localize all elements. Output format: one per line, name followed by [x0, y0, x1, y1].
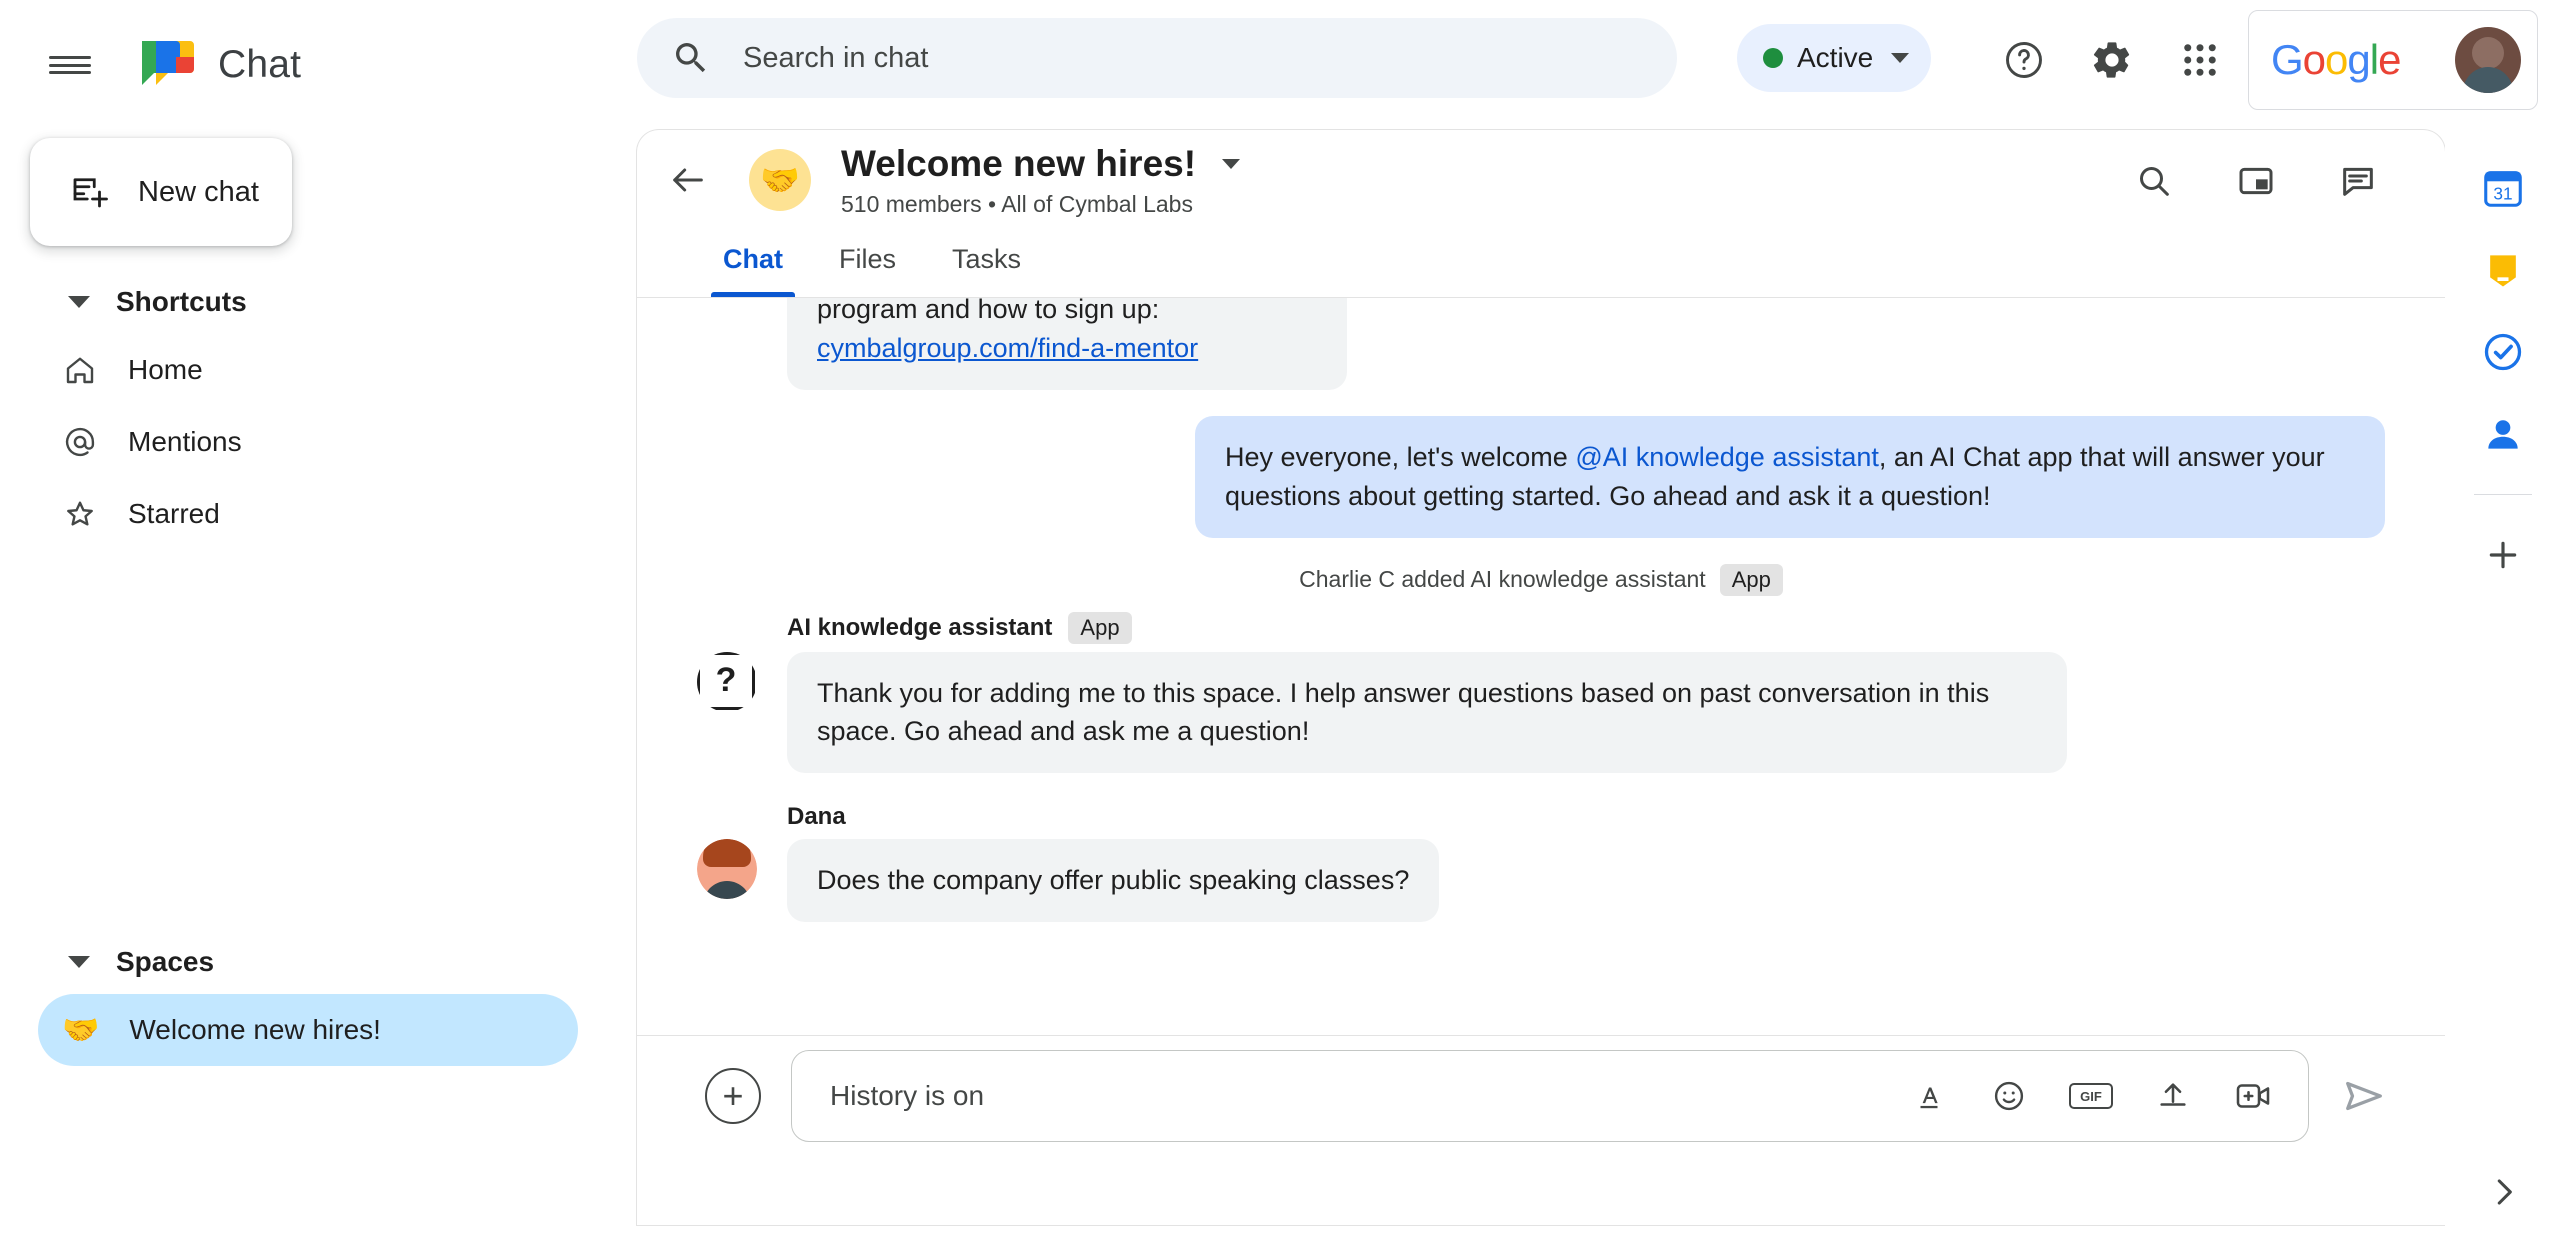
- message-bubble: Thank you for adding me to this space. I help answer questions based on past conversation in this space. Go ahead and ask me a question!: [787, 652, 2067, 774]
- google-chat-logo-icon: [138, 37, 196, 93]
- top-app-bar: [0, 0, 2560, 130]
- left-navigation: [0, 130, 637, 1260]
- emoji-icon[interactable]: [1980, 1067, 2038, 1125]
- tab-files[interactable]: Files: [839, 244, 897, 274]
- chevron-down-icon: [1891, 53, 1909, 63]
- sidebar-item-label: Home: [128, 354, 203, 385]
- open-side-panel-button[interactable]: [2217, 142, 2295, 220]
- search-placeholder: Search in chat: [743, 41, 929, 74]
- ai-assistant-app-icon: ?: [697, 652, 757, 712]
- hamburger-menu-icon[interactable]: [30, 25, 110, 105]
- new-chat-label: New chat: [138, 175, 259, 208]
- format-text-icon[interactable]: [1900, 1067, 1958, 1125]
- message-bubble: Does the company offer public speaking classes?: [787, 839, 1439, 922]
- right-side-rail: [2445, 130, 2560, 1260]
- message-group-ai: [697, 612, 2385, 774]
- rail-calendar-icon[interactable]: [2475, 160, 2531, 216]
- rail-tasks-icon[interactable]: [2475, 324, 2531, 380]
- caret-down-icon: [68, 956, 90, 968]
- message-clipped: [787, 298, 1347, 390]
- account-switcher[interactable]: [2248, 10, 2538, 110]
- message-bubble: [1195, 416, 2385, 538]
- message-row-incoming: [697, 652, 2385, 774]
- spaces-section-header[interactable]: [0, 930, 637, 994]
- gear-icon[interactable]: [2073, 21, 2151, 99]
- app-tag: App: [1720, 564, 1783, 596]
- dana-avatar: [697, 839, 757, 899]
- new-chat-button[interactable]: [30, 138, 292, 246]
- svg-text:GIF: GIF: [2080, 1088, 2102, 1104]
- upload-icon[interactable]: [2144, 1067, 2202, 1125]
- plus-circle-icon[interactable]: +: [705, 1068, 761, 1124]
- chevron-down-icon[interactable]: [1222, 159, 1240, 169]
- back-arrow-icon[interactable]: [651, 143, 725, 217]
- google-wordmark: Google: [2271, 36, 2401, 83]
- space-subtitle: [841, 191, 1240, 218]
- star-icon: [62, 496, 98, 532]
- rail-add-icon[interactable]: [2475, 527, 2531, 583]
- google-apps-grid-icon[interactable]: [2161, 21, 2239, 99]
- home-icon: [62, 352, 98, 388]
- message-row-incoming: [697, 839, 2385, 922]
- message-group-dana: [697, 803, 2385, 922]
- search-input[interactable]: [637, 18, 1677, 98]
- space-avatar: 🤝: [749, 149, 811, 211]
- tab-chat[interactable]: Chat: [695, 230, 811, 297]
- avatar[interactable]: [2455, 27, 2521, 93]
- message-list[interactable]: [637, 298, 2445, 1028]
- sender-name: AI knowledge assistant: [787, 613, 1053, 641]
- sidebar-item-starred[interactable]: [0, 478, 637, 550]
- separator: •: [988, 190, 997, 217]
- system-message: [697, 564, 2385, 596]
- sidebar-item-home[interactable]: [0, 334, 637, 406]
- message-sender: [787, 803, 2385, 831]
- divider: [2474, 494, 2532, 495]
- sidebar-item-welcome-new-hires[interactable]: [38, 994, 578, 1066]
- help-circle-icon[interactable]: [1985, 21, 2063, 99]
- message-text-before: Hey everyone, let's welcome: [1225, 441, 1576, 472]
- org-name: All of Cymbal Labs: [1001, 190, 1193, 217]
- sidebar-item-label: Starred: [128, 498, 220, 529]
- conversation-tabs: [637, 230, 2445, 298]
- search-in-space-button[interactable]: [2115, 142, 2193, 220]
- shortcuts-section-title: Shortcuts: [116, 286, 247, 317]
- page-title: Welcome new hires!: [841, 142, 1197, 184]
- gif-icon[interactable]: [2060, 1067, 2122, 1125]
- conversation-header-actions: [2115, 142, 2397, 220]
- sender-name: Dana: [787, 803, 846, 831]
- new-chat-icon: [68, 171, 110, 213]
- composer-actions: [1900, 1067, 2282, 1125]
- shortcuts-section: [0, 270, 637, 550]
- handshake-emoji-icon: 🤝: [62, 1013, 100, 1047]
- message-row-outgoing: [697, 416, 2385, 538]
- status-label: Active: [1797, 42, 1874, 73]
- message-composer: [637, 1035, 2445, 1155]
- rail-expand-icon[interactable]: [2476, 1164, 2532, 1220]
- caret-down-icon: [68, 296, 90, 308]
- at-sign-icon: [62, 424, 98, 460]
- top-bar-actions: [1985, 21, 2239, 99]
- status-dot-icon: [1763, 48, 1783, 68]
- sidebar-item-mentions[interactable]: [0, 406, 637, 478]
- video-add-icon[interactable]: [2224, 1067, 2282, 1125]
- rail-keep-icon[interactable]: [2475, 242, 2531, 298]
- message-text-after: , an AI Chat app that will answer your questions about getting started. Go ahead and ask it a question!: [1225, 441, 2325, 511]
- conversation-header: [637, 130, 2445, 230]
- spaces-section: [0, 930, 637, 1066]
- message-input-placeholder: History is on: [830, 1079, 985, 1111]
- brand: [138, 37, 301, 93]
- message-input[interactable]: [791, 1050, 2309, 1142]
- spaces-section-title: Spaces: [116, 946, 215, 977]
- conversation-panel: [637, 130, 2445, 1225]
- tab-tasks[interactable]: Tasks: [952, 244, 1022, 274]
- sidebar-item-label: Mentions: [128, 426, 242, 457]
- mentor-program-link[interactable]: cymbalgroup.com/find-a-mentor: [817, 332, 1199, 363]
- search-icon: [671, 38, 711, 78]
- app-title: Chat: [218, 43, 302, 86]
- status-selector[interactable]: [1737, 24, 1931, 92]
- svg-text:31: 31: [2492, 183, 2513, 204]
- conversation-view-button[interactable]: [2319, 142, 2397, 220]
- app-tag: App: [1068, 612, 1131, 644]
- message-text: program and how to sign up:: [817, 298, 1160, 324]
- shortcuts-section-header[interactable]: [0, 270, 637, 334]
- send-icon[interactable]: [2329, 1061, 2399, 1131]
- system-message-text: Charlie C added AI knowledge assistant: [1299, 566, 1706, 592]
- mention-ai-knowledge-assistant[interactable]: @AI knowledge assistant: [1575, 441, 1879, 472]
- message-sender: [787, 612, 2385, 644]
- sidebar-item-label: Welcome new hires!: [129, 1014, 381, 1045]
- member-count: 510 members: [841, 190, 982, 217]
- rail-contacts-icon[interactable]: [2475, 406, 2531, 462]
